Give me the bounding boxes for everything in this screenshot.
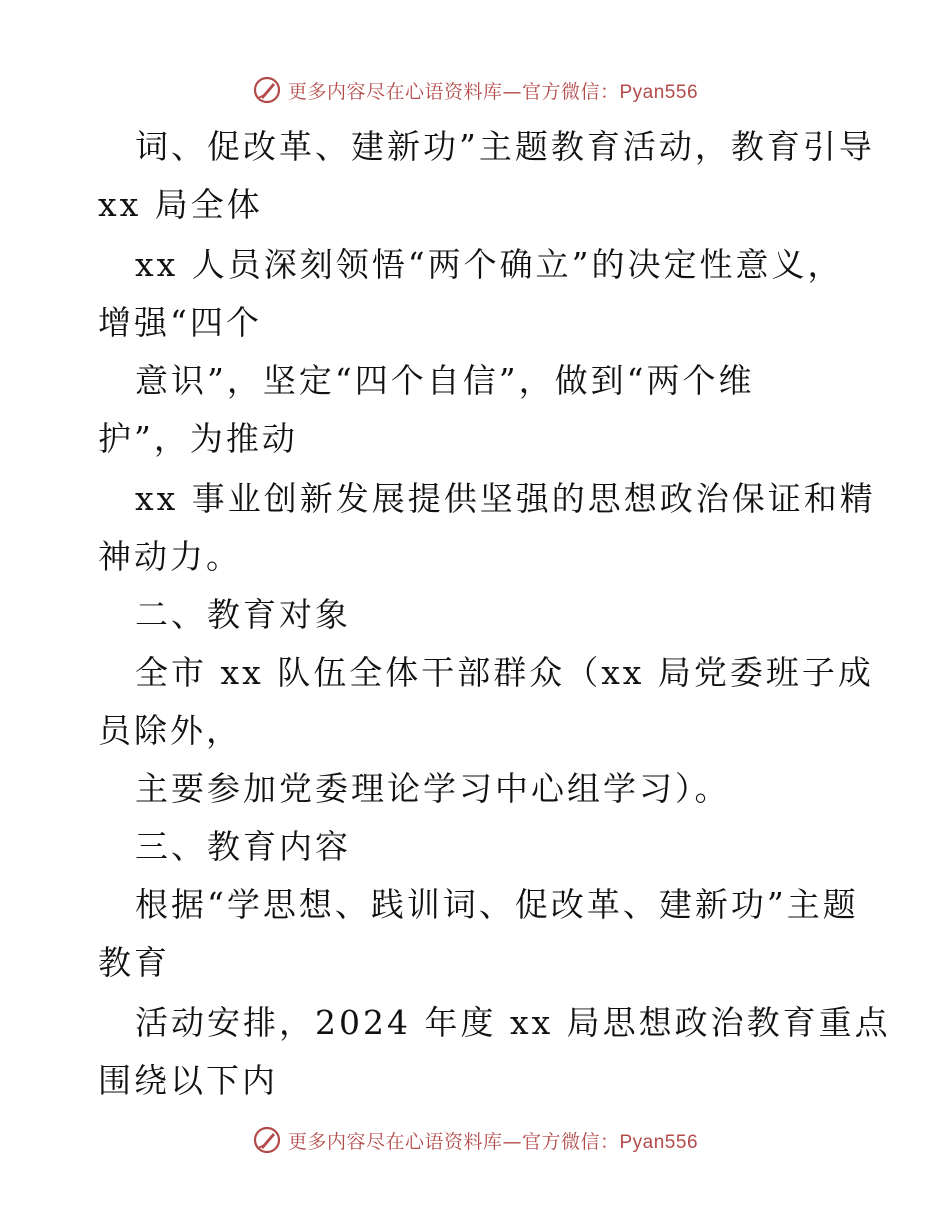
footer-banner (0, 1120, 950, 1160)
body-line: 根据“学思想、践训词、促改革、建新功”主题 (135, 885, 859, 924)
section-heading: 二、教育对象 (135, 595, 351, 634)
quill-pen-logo-icon (252, 75, 282, 105)
body-line: 活动安排，2024 年度 xx 局思想政治教育重点 (135, 1003, 891, 1042)
body-line: xx 事业创新发展提供坚强的思想政治保证和精 (135, 479, 876, 518)
body-line: 护”，为推动 (98, 419, 298, 458)
footer-separator: — (502, 1130, 522, 1153)
body-line: xx 人员深刻领悟“两个确立”的决定性意义， (135, 245, 844, 284)
body-line: xx 局全体 (98, 185, 263, 224)
quill-pen-logo-icon (252, 1125, 282, 1155)
body-line: 神动力。 (98, 537, 242, 576)
footer-wechat-id: Pyan556 (619, 1131, 699, 1153)
header-banner-text (288, 77, 698, 104)
header-separator: — (502, 80, 522, 103)
body-line: 教育 (98, 943, 170, 982)
header-site-name: 更多内容尽在心语资料库 (287, 80, 503, 103)
body-line: 全市 xx 队伍全体干部群众（xx 局党委班子成 (135, 653, 874, 692)
body-line: 围绕以下内 (98, 1061, 278, 1100)
header-wechat-label: 官方微信： (521, 80, 620, 103)
footer-wechat-label: 官方微信： (521, 1130, 620, 1153)
header-wechat-id: Pyan556 (619, 81, 699, 103)
footer-banner-text (288, 1127, 698, 1154)
body-line: 意识”，坚定“四个自信”，做到“两个维 (135, 361, 755, 400)
section-heading: 三、教育内容 (135, 827, 351, 866)
footer-site-name: 更多内容尽在心语资料库 (287, 1130, 503, 1153)
body-line: 词、促改革、建新功”主题教育活动，教育引导 (135, 127, 875, 166)
header-banner (0, 70, 950, 110)
body-line: 增强“四个 (98, 303, 262, 342)
body-line: 主要参加党委理论学习中心组学习）。 (135, 769, 731, 808)
body-line: 员除外， (98, 711, 242, 750)
